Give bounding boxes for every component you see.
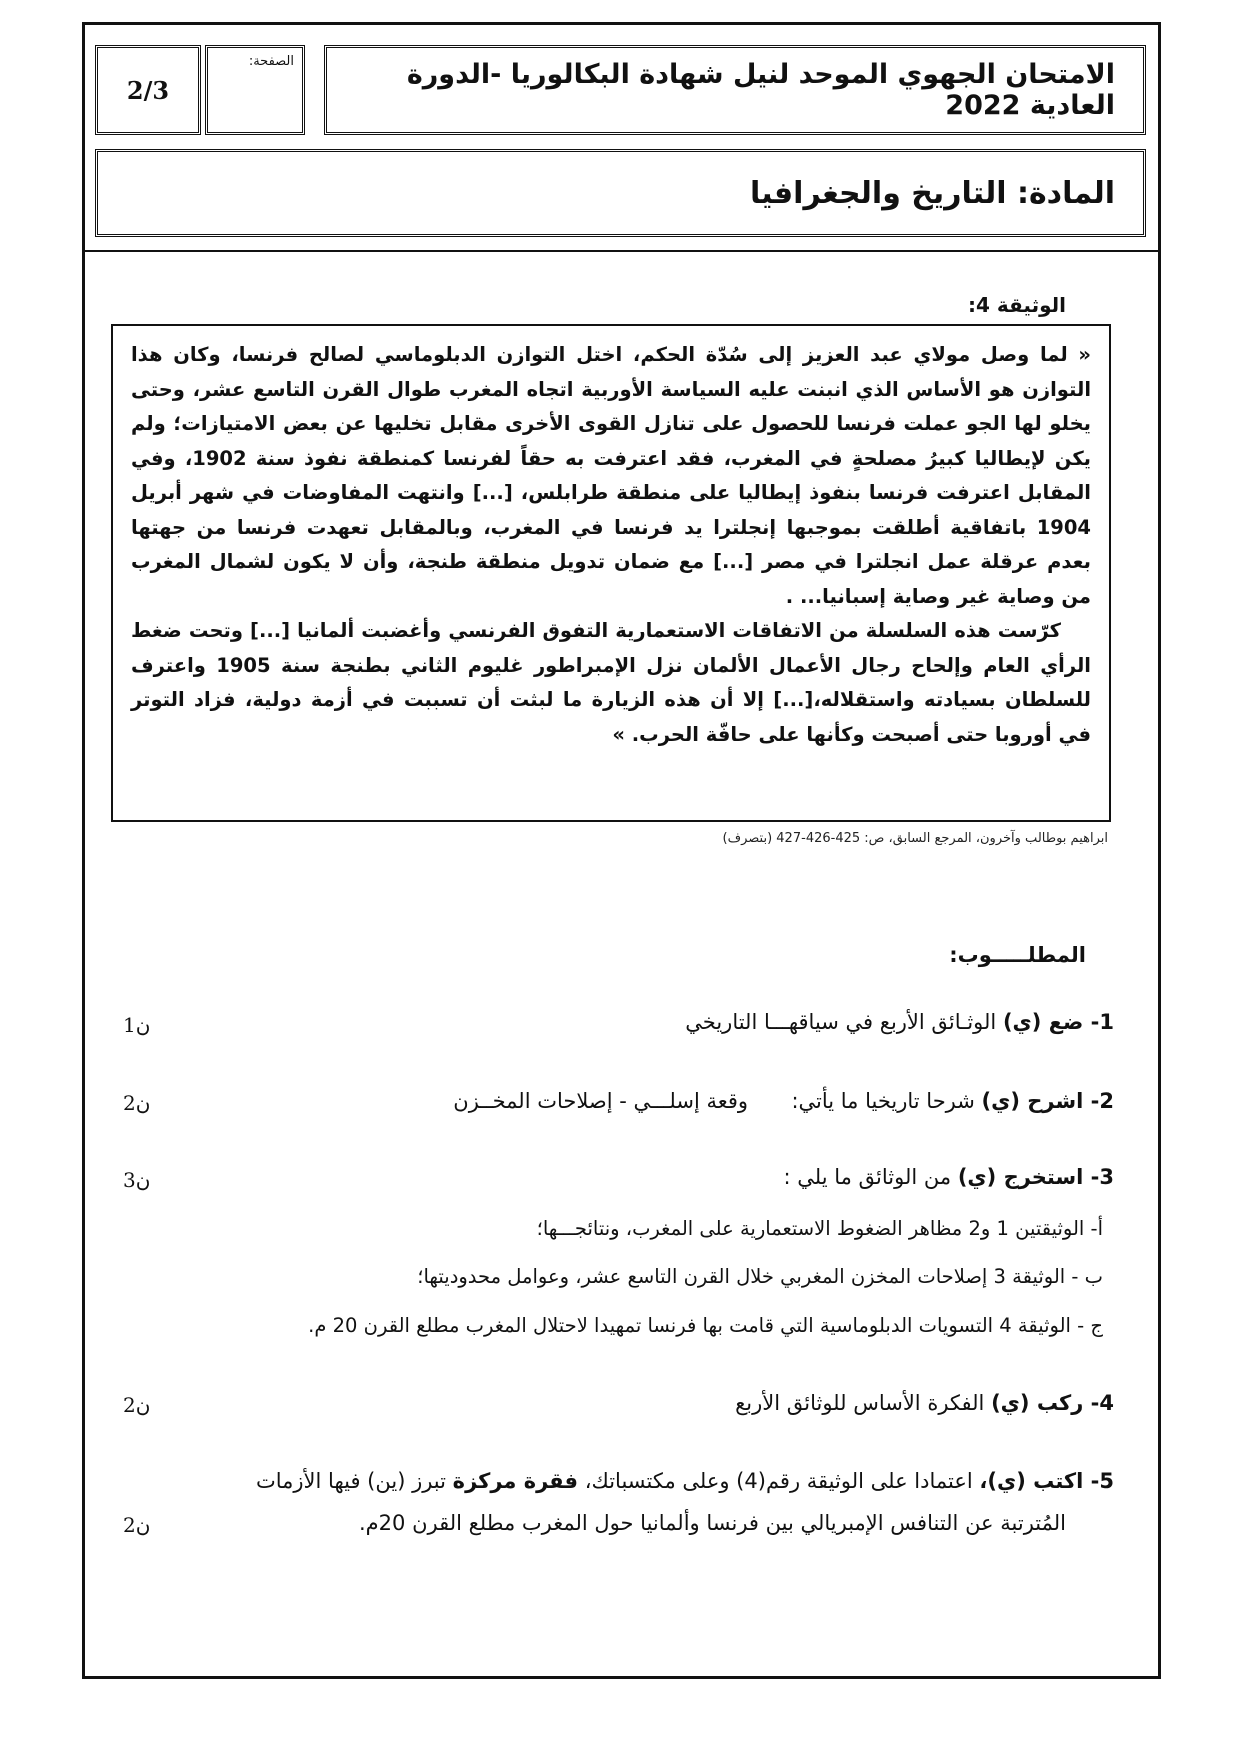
question-5-line-2: المُترتبة عن التنافس الإمبريالي بين فرنسا وألمانيا حول المغرب مطلع القرن 20م. [358,1511,1066,1535]
question-4-verb: 4- ركب (ي) [991,1391,1114,1415]
page-number: 2/3 [126,75,170,105]
question-5-verb: 5- اكتب (ي)، [979,1469,1114,1493]
question-1-points: 1ن [123,1013,151,1037]
question-3-points: 3ن [123,1168,151,1192]
question-2-text: شرحا تاريخيا ما يأتي: [791,1089,975,1113]
question-2-points: 2ن [123,1091,151,1115]
document-source: ابراهيم بوطالب وآخرون، المرجع السابق، ص: 425-426-427 (بتصرف) [722,831,1108,846]
question-5-text: اعتمادا على الوثيقة رقم(4) وعلى مكتسباتك، [584,1469,973,1493]
question-5 [256,1469,1114,1493]
question-5-points: 2ن [123,1513,151,1537]
subject-title: المادة: التاريخ والجغرافيا [750,175,1115,211]
subject-box [95,149,1146,237]
question-3c: ج - الوثيقة 4 التسويات الدبلوماسية التي قامت بها فرنسا تمهيدا لاحتلال المغرب مطلع القرن 20 م. [308,1314,1103,1337]
page-label: الصفحة: [248,54,294,69]
exam-title-text: الامتحان الجهوي الموحد لنيل شهادة البكالوريا -الدورة العادية 2022 [406,59,1115,121]
question-3a: أ- الوثيقتين 1 و2 مظاهر الضغوط الاستعمارية على المغرب، ونتائجـــها؛ [536,1217,1103,1240]
document-paragraph-2: كرّست هذه السلسلة من الاتفاقات الاستعمارية التفوق الفرنسي وأغضبت ألمانيا [...] وتحت ضغط الرأي العام وإلحاح رجال الأعمال الألمان نزل الإمبراطور غليوم الثاني بطنجة سنة 1905 واعترف للسلطان بسيادته واستقلاله،[...] إلا أن هذه الزيارة ما لبثت أن تسببت في أزمة دولية، فزاد التوتر في أوروبا حتى أصبحت وكأنها على حافّة الحرب. » [131,619,1091,746]
question-5-text-end: تبرز (ين) فيها الأزمات [256,1469,446,1493]
document-label: الوثيقة 4: [968,293,1066,317]
question-3 [783,1165,1114,1189]
page-label-box [205,45,305,135]
document-quote-box [111,324,1111,822]
question-1-text: الوثـائق الأربع في سياقهـــا التاريخي [685,1010,997,1034]
required-label: المطلـــــوب: [949,943,1086,967]
question-2 [453,1089,1114,1113]
question-4 [735,1391,1114,1415]
question-4-points: 2ن [123,1393,151,1417]
page-frame [82,22,1161,1679]
header-divider [85,250,1158,252]
document-paragraph-1: « لما وصل مولاي عبد العزيز إلى سُدّة الحكم، اختل التوازن الدبلوماسي لصالح فرنسا، وكان هذا التوازن هو الأساس الذي انبنت عليه السياسة الأوربية اتجاه المغرب طوال القرن التاسع عشر، وحتى يخلو لها الجو عملت فرنسا للحصول على تنازل القوى الأخرى مقابل تخليها عن بعض الامتيازات؛ ولم يكن لإيطاليا كبيرُ مصلحةٍ في المغرب، فقد اعترفت به حقاً لفرنسا كمنطقة نفوذ سنة 1902، وفي المقابل اعترفت فرنسا بنفوذ إيطاليا على منطقة طرابلس، [...] وانتهت المفاوضات في شهر أبريل 1904 باتفاقية أطلقت بموجبها إنجلترا يد فرنسا في المغرب، وبالمقابل تعهدت فرنسا من جهتها بعدم عرقلة عمل انجلترا في مصر [...] مع ضمان تدويل منطقة طنجة، وأن لا يكون لشمال المغرب من وصاية غير وصاية إسبانيا... . [131,343,1091,608]
question-3-verb: 3- استخرج (ي) [957,1165,1114,1189]
question-2-verb: 2- اشرح (ي) [981,1089,1114,1113]
question-1-verb: 1- ضع (ي) [1002,1010,1114,1034]
question-1 [685,1010,1114,1034]
page-number-box [95,45,201,135]
question-5-bold-phrase: فقرة مركزة [452,1469,579,1493]
question-4-text: الفكرة الأساس للوثائق الأربع [735,1391,985,1415]
question-3b: ب - الوثيقة 3 إصلاحات المخزن المغربي خلال القرن التاسع عشر، وعوامل محدوديتها؛ [417,1265,1103,1288]
question-2-items: وقعة إسلـــي - إصلاحات المخــزن [453,1089,749,1113]
exam-title [324,45,1146,135]
question-3-text: من الوثائق ما يلي : [783,1165,952,1189]
